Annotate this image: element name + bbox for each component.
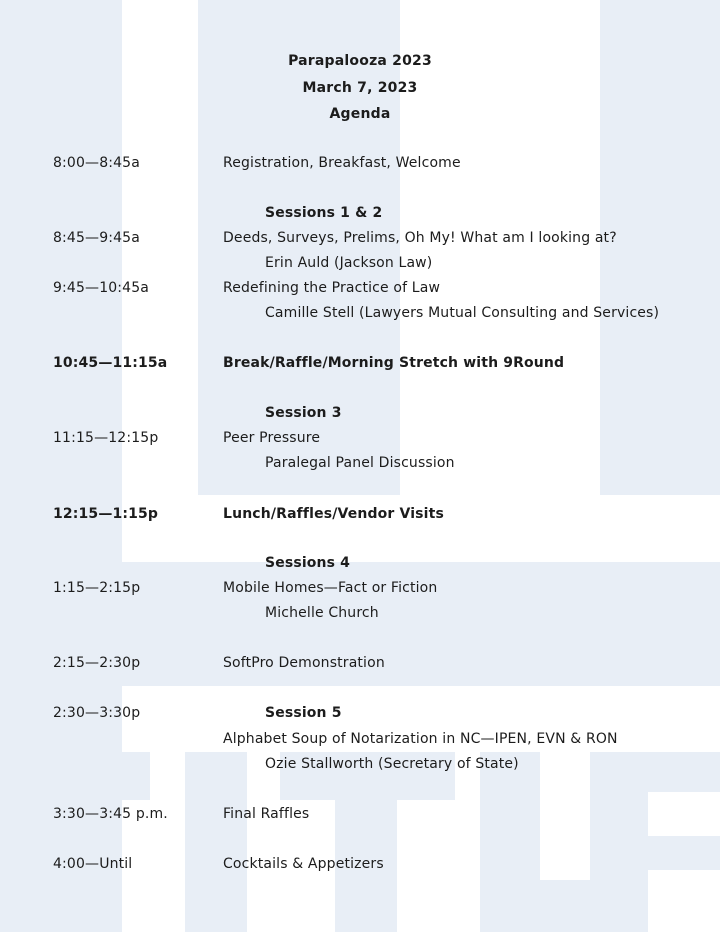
row-title: SoftPro Demonstration	[223, 655, 385, 671]
row-time: 11:15—12:15p	[53, 430, 159, 446]
row-time: 3:30—3:45 p.m.	[53, 806, 168, 822]
row-title: Final Raffles	[223, 806, 310, 822]
row-time: 8:45—9:45a	[53, 230, 140, 246]
session-heading: Session 3	[265, 405, 342, 421]
row-speaker: Paralegal Panel Discussion	[265, 455, 455, 471]
row-time: 8:00—8:45a	[53, 155, 140, 171]
row-title: Registration, Breakfast, Welcome	[223, 155, 461, 171]
row-title: Alphabet Soup of Notarization in NC—IPEN, EVN & RON	[223, 731, 618, 747]
session-heading: Session 5	[265, 705, 342, 721]
row-title: Deeds, Surveys, Prelims, Oh My! What am I looking at?	[223, 230, 617, 246]
row-title: Mobile Homes—Fact or Fiction	[223, 580, 438, 596]
row-title: Break/Raffle/Morning Stretch with 9Round	[223, 355, 565, 371]
session-heading: Sessions 4	[265, 555, 351, 571]
row-title: Redefining the Practice of Law	[223, 280, 441, 296]
row-time: 1:15—2:15p	[53, 580, 141, 596]
row-title: Lunch/Raffles/Vendor Visits	[223, 506, 444, 522]
event-title: Parapalooza 2023	[288, 53, 432, 69]
row-title: Peer Pressure	[223, 430, 321, 446]
agenda-heading: Agenda	[329, 106, 391, 122]
row-time: 10:45—11:15a	[53, 355, 168, 371]
session-heading: Sessions 1 & 2	[265, 205, 383, 221]
row-time: 4:00—Until	[53, 856, 133, 872]
row-time: 2:30—3:30p	[53, 705, 141, 721]
event-date: March 7, 2023	[302, 80, 418, 96]
row-speaker: Erin Auld (Jackson Law)	[265, 255, 433, 271]
row-speaker: Ozie Stallworth (Secretary of State)	[265, 756, 519, 772]
row-speaker: Camille Stell (Lawyers Mutual Consulting and Services)	[265, 305, 660, 321]
row-time: 9:45—10:45a	[53, 280, 150, 296]
row-time: 2:15—2:30p	[53, 655, 141, 671]
row-time: 12:15—1:15p	[53, 506, 159, 522]
row-title: Cocktails & Appetizers	[223, 856, 384, 872]
row-speaker: Michelle Church	[265, 605, 379, 621]
